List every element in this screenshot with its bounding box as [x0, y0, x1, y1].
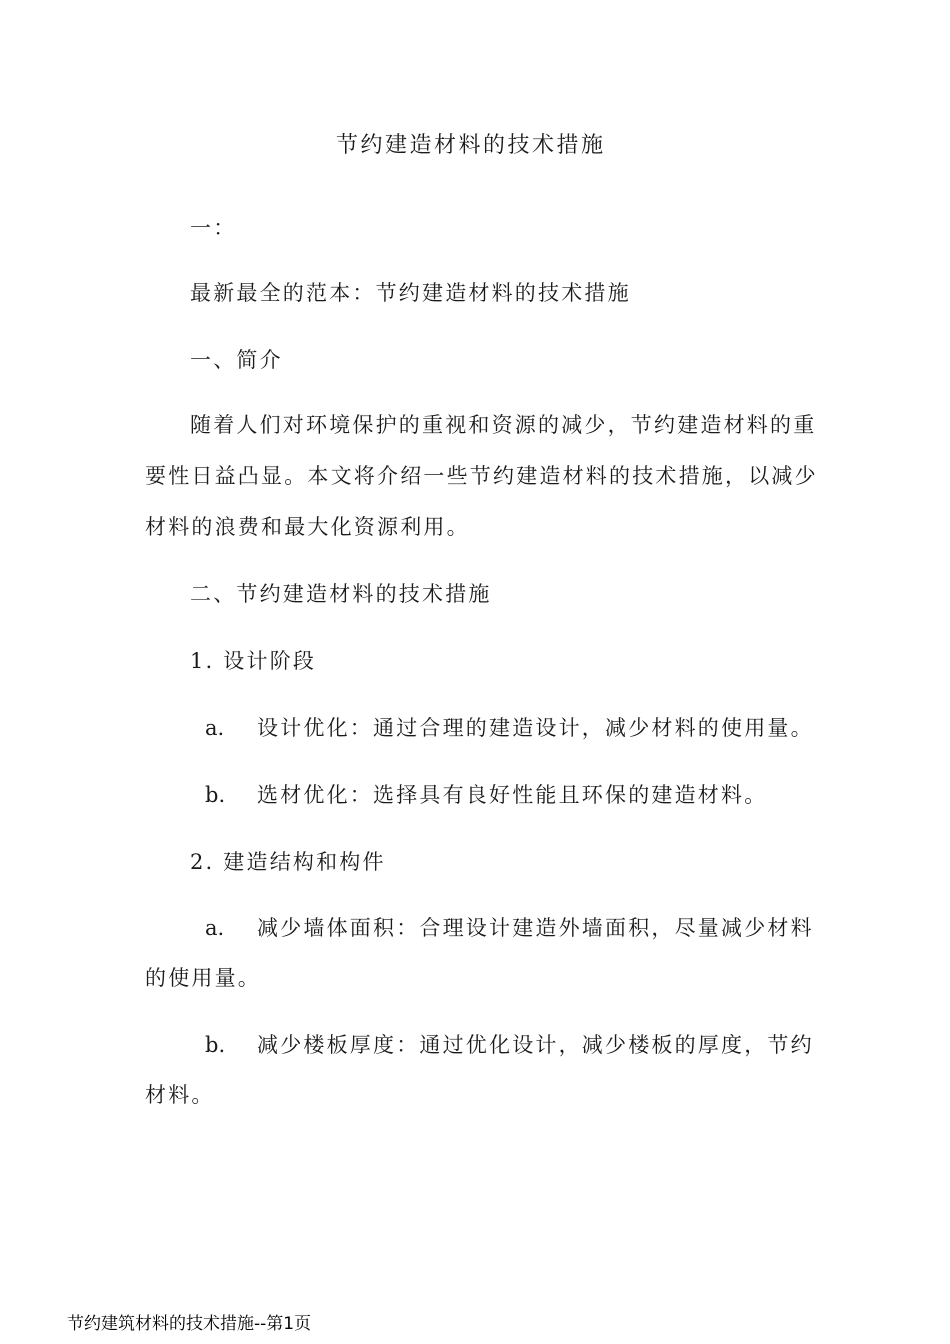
item1-b-text: 选材优化：选择具有良好性能且环保的建造材料。 [257, 783, 768, 807]
item2-a-text-line2: 的使用量。 [145, 966, 261, 990]
section2-heading: 二、节约建造材料的技术措施 [190, 582, 492, 606]
item2-heading: 2. 建造结构和构件 [190, 850, 386, 874]
section1-heading: 一、简介 [190, 348, 283, 372]
item2-a-marker: a. [205, 916, 225, 940]
intro-line-1: 随着人们对环境保护的重视和资源的减少，节约建造材料的重 [190, 413, 817, 437]
heading-one: 一： [190, 216, 237, 240]
item1-heading: 1. 设计阶段 [190, 649, 317, 673]
item2-b-text-line2: 材料。 [145, 1083, 215, 1107]
page-footer: 节约建筑材料的技术措施--第1页 [67, 1314, 312, 1334]
item2-a-text-line1: 减少墙体面积：合理设计建造外墙面积，尽量减少材料 [257, 916, 814, 940]
item2-b-text-line1: 减少楼板厚度：通过优化设计，减少楼板的厚度，节约 [257, 1033, 814, 1057]
item1-a-marker: a. [205, 716, 225, 740]
item1-a-text: 设计优化：通过合理的建造设计，减少材料的使用量。 [257, 716, 814, 740]
intro-line-2: 要性日益凸显。本文将介绍一些节约建造材料的技术措施，以减少 [145, 464, 818, 488]
subtitle: 最新最全的范本：节约建造材料的技术措施 [190, 281, 631, 305]
intro-line-3: 材料的浪费和最大化资源利用。 [145, 515, 470, 539]
item1-b-marker: b. [205, 783, 226, 807]
item2-b-marker: b. [205, 1033, 226, 1057]
document-title: 节约建造材料的技术措施 [336, 133, 606, 158]
